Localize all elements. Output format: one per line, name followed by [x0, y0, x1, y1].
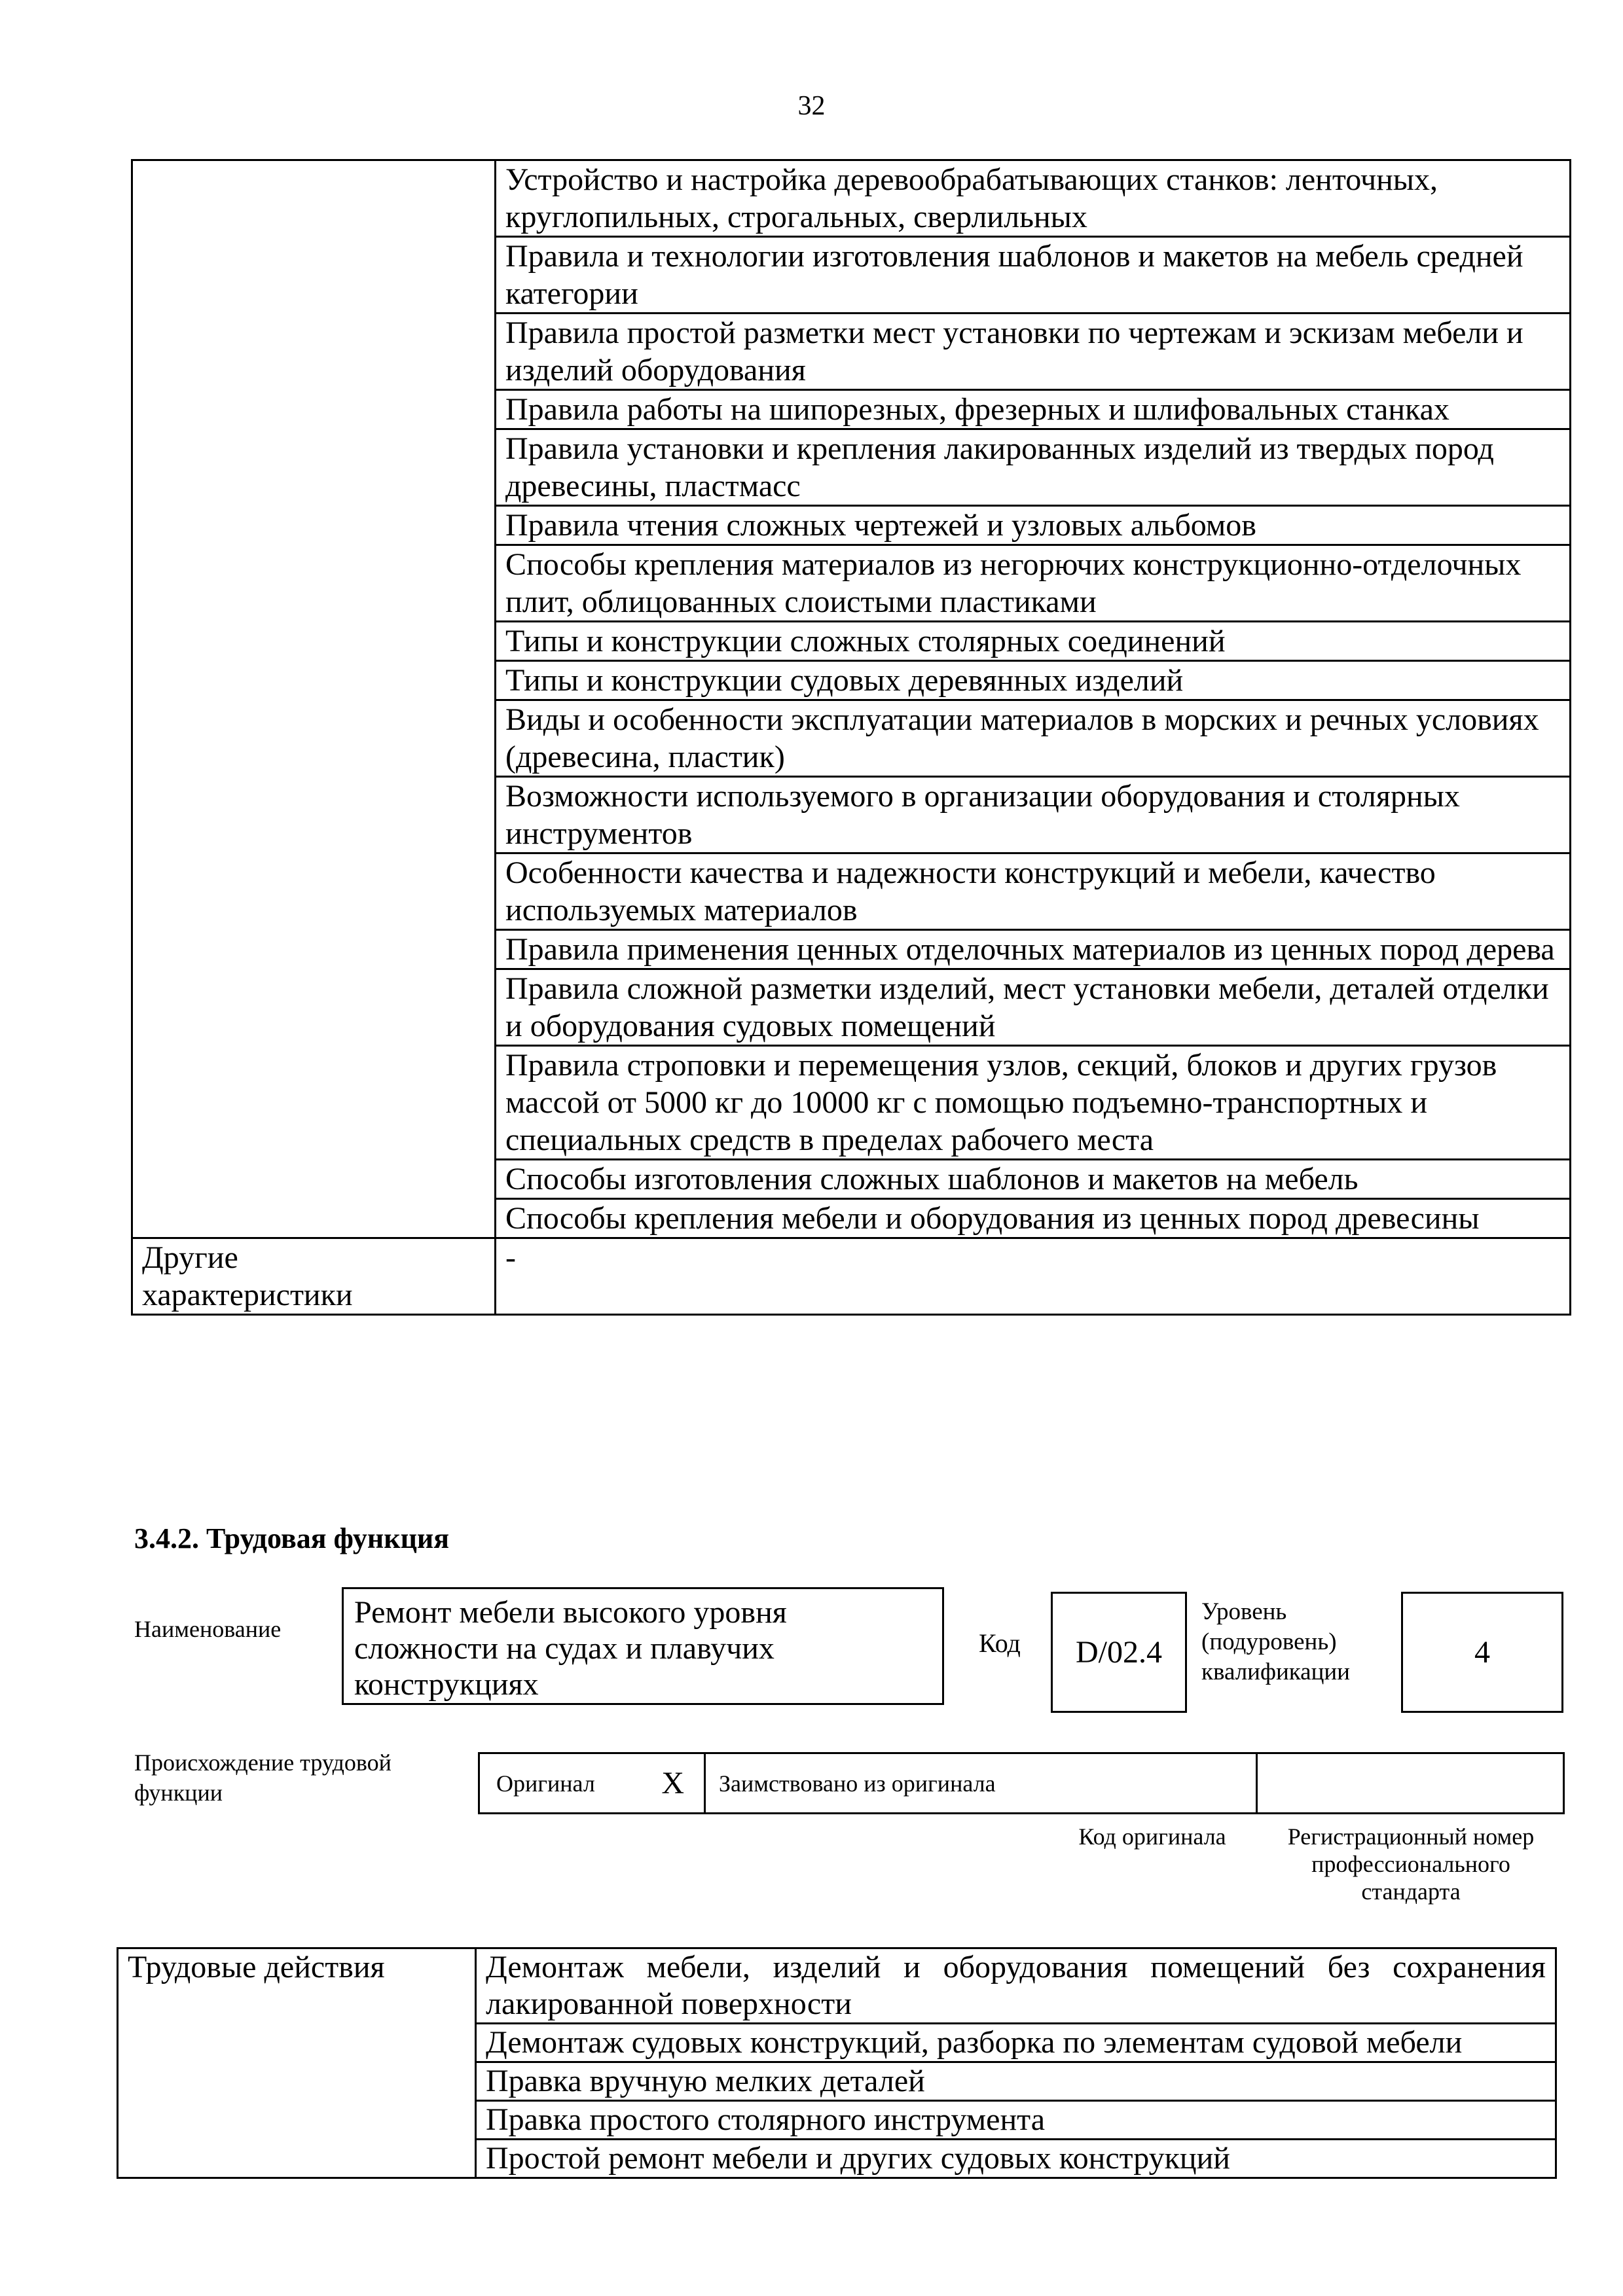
other-characteristics-value: -: [496, 1238, 1571, 1315]
labor-action-item: Правка простого столярного инструмента: [476, 2101, 1556, 2140]
labor-action-item: Демонтаж судовых конструкций, разборка по элементам судовой мебели: [476, 2024, 1556, 2062]
borrowed-cell: [706, 1754, 1258, 1812]
knowledge-item: Устройство и настройка деревообрабатывающих станков: ленточных, круглопильных, строгальных, сверлильных: [496, 160, 1571, 237]
other-characteristics-label: Другие характеристики: [132, 1238, 496, 1315]
table-row: [118, 1948, 1556, 2024]
knowledge-item: Способы крепления мебели и оборудования из ценных пород древесины: [496, 1199, 1571, 1238]
knowledge-item: Правила установки и крепления лакированных изделий из твердых пород древесины, пластмасс: [496, 429, 1571, 506]
page-number: 32: [797, 91, 826, 121]
knowledge-item: Типы и конструкции сложных столярных соединений: [496, 622, 1571, 661]
knowledge-item: Правила и технологии изготовления шаблонов и макетов на мебель средней категории: [496, 237, 1571, 314]
knowledge-item: Способы изготовления сложных шаблонов и макетов на мебель: [496, 1160, 1571, 1199]
qualification-level-label: Уровень (подуровень) квалификации: [1201, 1598, 1350, 1685]
knowledge-item: Правила работы на шипорезных, фрезерных и шлифовальных станках: [496, 390, 1571, 429]
reg-number-caption: Регистрационный номер профессионального стандарта: [1287, 1823, 1535, 1905]
code-label: Код: [979, 1628, 1021, 1658]
function-name-box: Ремонт мебели высокого уровня сложности на судах и плавучих конструкциях: [342, 1587, 944, 1705]
labor-action-item: Простой ремонт мебели и других судовых конструкций: [476, 2140, 1556, 2178]
knowledge-table: [131, 159, 1571, 1316]
labor-action-item: Правка вручную мелких деталей: [476, 2062, 1556, 2101]
borrowed-label: Заимствовано из оригинала: [719, 1770, 996, 1797]
knowledge-label-cell: [132, 160, 496, 1238]
labor-action-item: Демонтаж мебели, изделий и оборудования помещений без сохранения лакированной поверхности: [476, 1948, 1556, 2024]
table-row: [132, 1238, 1571, 1315]
original-mark: X: [661, 1766, 684, 1801]
qualification-level-box: 4: [1401, 1592, 1563, 1713]
labor-actions-table: [117, 1947, 1557, 2179]
knowledge-item: Способы крепления материалов из негорючих конструкционно-отделочных плит, облицованных слоистыми пластиками: [496, 545, 1571, 622]
original-cell: [480, 1754, 706, 1812]
knowledge-item: Правила простой разметки мест установки по чертежам и эскизам мебели и изделий оборудования: [496, 314, 1571, 390]
knowledge-item: Правила строповки и перемещения узлов, секций, блоков и других грузов массой от 5000 кг до 10000 кг с помощью подъемно-транспортных и специальных средств в пределах рабочего места: [496, 1046, 1571, 1160]
function-code-box: D/02.4: [1051, 1592, 1187, 1713]
knowledge-item: Правила применения ценных отделочных материалов из ценных пород дерева: [496, 930, 1571, 969]
name-label: Наименование: [134, 1616, 282, 1642]
table-row: [132, 160, 1571, 237]
knowledge-item: Возможности используемого в организации оборудования и столярных инструментов: [496, 777, 1571, 853]
origin-row: [478, 1752, 1565, 1814]
labor-actions-label: Трудовые действия: [118, 1948, 476, 2178]
knowledge-item: Правила сложной разметки изделий, мест установки мебели, деталей отделки и оборудования судовых помещений: [496, 969, 1571, 1046]
origin-label: Происхождение трудовой функции: [134, 1749, 392, 1806]
knowledge-item: Типы и конструкции судовых деревянных изделий: [496, 661, 1571, 700]
knowledge-item: Правила чтения сложных чертежей и узловых альбомов: [496, 506, 1571, 545]
code-original-cell: [1258, 1754, 1563, 1812]
code-original-caption: Код оригинала: [1078, 1823, 1226, 1850]
section-heading: 3.4.2. Трудовая функция: [134, 1522, 450, 1554]
knowledge-item: Виды и особенности эксплуатации материалов в морских и речных условиях (древесина, пластик): [496, 700, 1571, 777]
original-label: Оригинал: [496, 1770, 595, 1797]
knowledge-item: Особенности качества и надежности конструкций и мебели, качество используемых материалов: [496, 853, 1571, 930]
